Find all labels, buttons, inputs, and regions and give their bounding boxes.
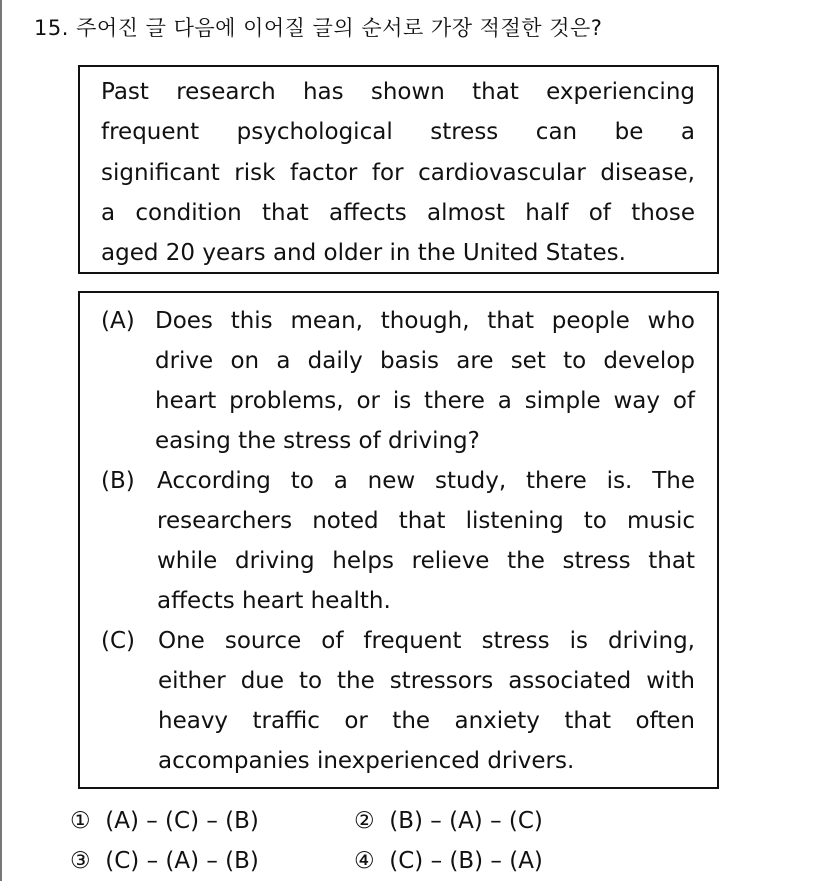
passage-c [101, 621, 695, 781]
passage-line: aged 20 years and older in the United States. [101, 240, 626, 267]
passage-label: (A) [101, 308, 135, 334]
passage-label: (C) [101, 628, 136, 654]
passage-b [101, 461, 695, 621]
passage-line: a condition that affects almost half of those [101, 199, 695, 226]
choice-3[interactable] [70, 848, 259, 874]
passage-line: accompanies inexperienced drivers. [158, 748, 575, 774]
passage-line: One source of frequent stress is driving, [158, 628, 695, 654]
choice-marker: ① [70, 808, 91, 834]
choice-text: (C) – (A) – (B) [105, 848, 259, 874]
passage-line: while driving helps relieve the stress that [157, 548, 695, 574]
choice-marker: ② [354, 808, 375, 834]
passage-line: easing the stress of driving? [155, 428, 480, 454]
passage-line: researchers noted that listening to music [157, 508, 695, 534]
choice-text: (A) – (C) – (B) [105, 808, 259, 834]
passage-line: Does this mean, though, that people who [155, 308, 695, 334]
passage-line: Past research has shown that experiencing [101, 79, 695, 105]
choice-text: (C) – (B) – (A) [389, 848, 543, 874]
passage-line: affects heart health. [157, 588, 391, 614]
passage-line: frequent psychological stress can be a [101, 119, 695, 146]
choice-2[interactable] [354, 808, 543, 834]
passage-label: (B) [101, 468, 135, 494]
passage-line: According to a new study, there is. The [157, 468, 695, 494]
passage-line: heavy traffic or the anxiety that often [158, 708, 695, 734]
passage-line: significant risk factor for cardiovascular disease, [101, 159, 695, 186]
page-left-border [0, 0, 2, 881]
passage-line: either due to the stressors associated with [158, 668, 695, 694]
choice-1[interactable] [70, 808, 259, 834]
question-title: 15. 주어진 글 다음에 이어질 글의 순서로 가장 적절한 것은? [34, 16, 603, 40]
choice-text: (B) – (A) – (C) [389, 808, 543, 834]
passage-line: heart problems, or is there a simple way of [155, 388, 695, 414]
choice-marker: ③ [70, 848, 91, 874]
choice-marker: ④ [354, 848, 375, 874]
passage-line: drive on a daily basis are set to develop [155, 348, 695, 374]
passage-a [101, 301, 695, 461]
choice-4[interactable] [354, 848, 543, 874]
ordered-passages-box [78, 291, 719, 789]
given-passage [101, 72, 695, 273]
given-passage-box [78, 65, 719, 274]
